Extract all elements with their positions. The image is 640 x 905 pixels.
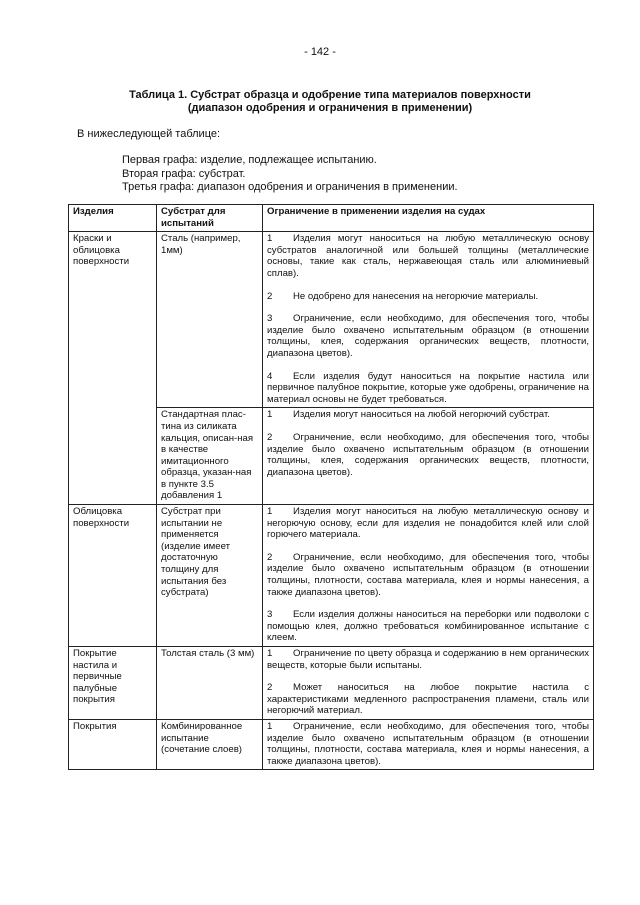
restriction-item: 1 Ограничение, если необходимо, для обеспечения того, чтобы изделие было охвачено испытательным образцом (в отношении толщины, плотности, состава материала, клея и нормы нанесения, а также диапазона цветов). [267,720,589,767]
substrate-cell: Сталь (например, 1мм) [157,232,263,408]
table-title [60,89,600,115]
restriction-item: 1 Ограничение по цвету образца и содержанию в нем органических веществ, которые были испытаны. [267,648,589,671]
product-cell: Облицовка поверхности [69,505,157,647]
columns-description [122,154,458,195]
approval-table [68,204,594,770]
table-row [69,719,594,769]
restriction-item: 3 Если изделия должны наноситься на переборки или подволоки с помощью клея, должно требоваться комбинированное испытание с клеем. [267,609,589,644]
page-number: - 142 - [304,46,336,58]
intro-text: В нижеследующей таблице: [77,128,221,140]
column-description-2: Вторая графа: субстрат. [122,167,246,180]
table-header-row [69,205,594,232]
substrate-cell: Субстрат при испытании не применяется (изделие имеет достаточную толщину для испытания без субстрата) [157,505,263,647]
restriction-cell [263,505,594,647]
restriction-item: 1 Изделия могут наноситься на любую металлическую основу субстратов аналогичной или большей толщины (металлические основы, такие как сталь, нержавеющая сталь или алюминиевый сплав). [267,233,589,279]
product-cell: Покрытие настила и первичные палубные покрытия [69,647,157,720]
table-title-line2: (диапазон одобрения и ограничения в применении) [187,102,473,114]
restriction-item: 4 Если изделия будут наноситься на покрытие настила или первичное палубное покрытие, которые уже одобрены, ограничение на материал основы не будет требоваться. [267,370,589,405]
restriction-cell [263,719,594,769]
table-row [69,647,594,720]
substrate-cell: Комбинированное испытание (сочетание слоев) [157,719,263,769]
restriction-cell [263,647,594,720]
product-cell: Краски и облицовка поверхности [69,232,157,505]
substrate-cell: Стандартная плас-тина из силиката кальция, описан-ная в качестве имитационного образца, указан-ная в пункте 3.5 добавления 1 [157,408,263,505]
column-description-1: Первая графа: изделие, подлежащее испытанию. [122,154,377,166]
header-substrate: Субстрат для испытаний [157,205,263,232]
table-title-line1: Таблица 1. Субстрат образца и одобрение типа материалов поверхности [129,89,531,101]
restriction-item: 1 Изделия могут наноситься на любой негорючий субстрат. [267,409,550,421]
restriction-item: 1 Изделия могут наноситься на любую металлическую основу и негорючую основу, если для изделия не понадобится клей или слой горючего материала. [267,506,589,541]
product-cell: Покрытия [69,719,157,769]
header-restriction: Ограничение в применении изделия на судах [263,205,594,232]
restriction-item: 2 Ограничение, если необходимо, для обеспечения того, чтобы изделие было охвачено испытательным образцом (в отношении толщины, клея, содержания органических веществ, плотности, диапазона цветов). [267,431,589,478]
header-products: Изделия [69,205,157,232]
substrate-cell: Толстая сталь (3 мм) [157,647,263,720]
restriction-item: 2 Может наноситься на любое покрытие настила с характеристиками медленного распространения пламени, сталь или негорючий материал. [267,682,589,717]
restriction-cell [263,408,594,505]
restriction-cell [263,232,594,408]
column-description-3: Третья графа: диапазон одобрения и ограничения в применении. [122,181,458,193]
restriction-item: 2 Ограничение, если необходимо, для обеспечения того, чтобы изделие было охвачено испытательным образцом (в отношении толщины, плотности, состава материала, клея и нормы нанесения, а также диапазона цветов). [267,551,589,598]
restriction-item: 3 Ограничение, если необходимо, для обеспечения того, чтобы изделие было охвачено испытательным образцом (в отношении толщины, клея, содержания органических веществ, плотности, диапазона цветов). [267,313,589,359]
restriction-item: 2 Не одобрено для нанесения на негорючие материалы. [267,290,539,302]
table-row [69,232,594,408]
table-row [69,505,594,647]
